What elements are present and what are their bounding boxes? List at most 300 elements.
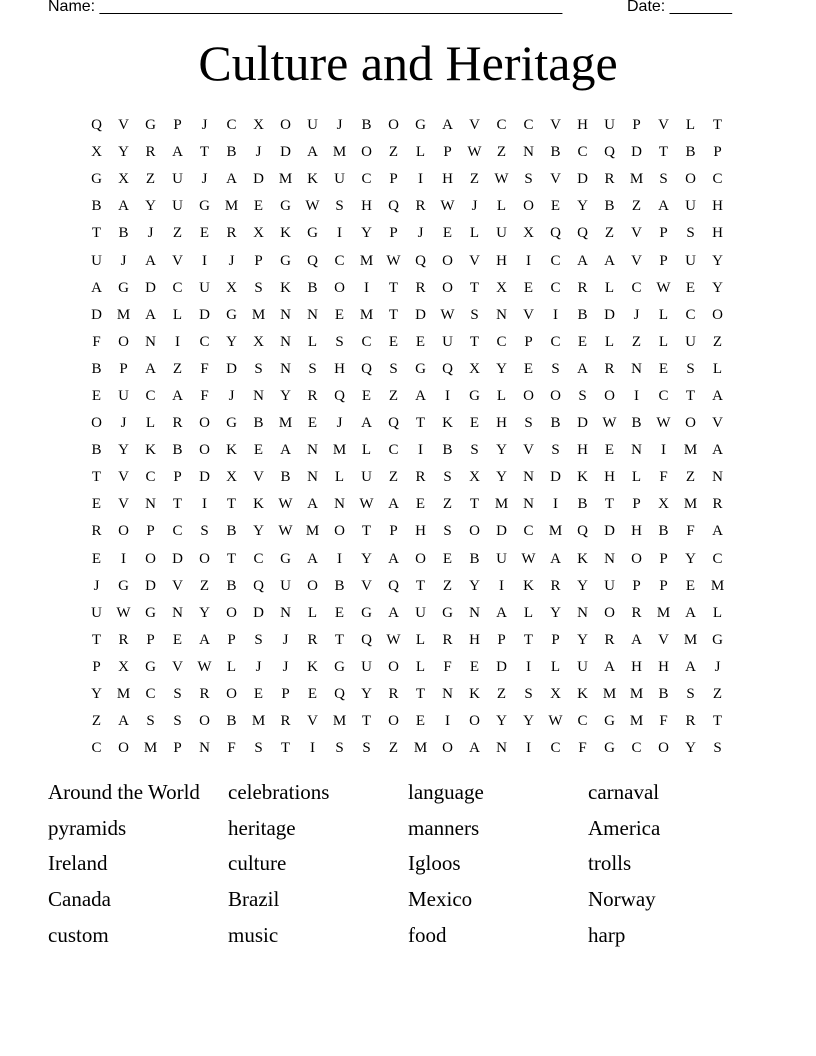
grid-letter: T	[604, 496, 615, 513]
grid-letter: C	[496, 333, 507, 350]
grid-letter: B	[577, 496, 588, 513]
grid-letter: N	[712, 469, 723, 486]
grid-letter: M	[278, 415, 293, 432]
grid-letter: G	[307, 225, 318, 242]
grid-letter: X	[91, 144, 102, 161]
grid-letter: W	[548, 713, 563, 730]
grid-letter: W	[359, 496, 374, 513]
grid-letter: I	[526, 252, 531, 269]
grid-letter: A	[91, 279, 102, 296]
grid-letter: M	[494, 496, 509, 513]
grid-letter: Z	[712, 333, 723, 350]
grid-letter: G	[361, 604, 372, 621]
grid-letter: R	[550, 577, 561, 594]
grid-letter: M	[548, 523, 563, 540]
grid-letter: R	[226, 225, 237, 242]
grid-letter: I	[634, 387, 639, 404]
grid-letter: M	[143, 740, 158, 757]
grid-letter: U	[334, 171, 345, 188]
grid-letter: N	[307, 306, 318, 323]
grid-letter: E	[91, 550, 102, 567]
grid-letter: N	[577, 604, 588, 621]
grid-letter: U	[307, 117, 318, 134]
grid-letter: J	[417, 225, 424, 242]
grid-letter: V	[118, 496, 129, 513]
grid-letter: O	[442, 740, 453, 757]
grid-letter: P	[659, 577, 668, 594]
grid-letter: C	[550, 740, 561, 757]
grid-letter: A	[415, 387, 426, 404]
grid-letter: I	[364, 279, 369, 296]
grid-letter: T	[469, 496, 480, 513]
grid-letter: N	[307, 442, 318, 459]
grid-letter: T	[523, 631, 534, 648]
grid-letter: C	[658, 387, 669, 404]
grid-letter: B	[442, 442, 453, 459]
grid-letter: M	[629, 686, 644, 703]
grid-letter: N	[253, 387, 264, 404]
grid-letter: U	[118, 387, 129, 404]
grid-letter: S	[173, 686, 182, 703]
grid-letter: Y	[577, 577, 588, 594]
grid-letter: D	[631, 144, 642, 161]
grid-letter: X	[496, 279, 507, 296]
grid-letter: C	[550, 333, 561, 350]
grid-letter: E	[523, 360, 534, 377]
grid-letter: K	[145, 442, 156, 459]
grid-letter: X	[118, 171, 129, 188]
grid-letter: E	[361, 387, 372, 404]
grid-letter: A	[307, 550, 318, 567]
grid-letter: M	[683, 442, 698, 459]
grid-letter: Y	[496, 713, 507, 730]
grid-letter: H	[334, 360, 345, 377]
grid-letter: R	[604, 360, 615, 377]
grid-letter: B	[334, 577, 345, 594]
grid-letter: E	[334, 604, 345, 621]
grid-letter: T	[361, 523, 372, 540]
grid-letter: E	[253, 198, 264, 215]
grid-letter: W	[278, 523, 293, 540]
grid-letter: Z	[631, 333, 642, 350]
grid-letter: U	[496, 225, 507, 242]
grid-letter: O	[226, 686, 237, 703]
grid-letter: V	[631, 225, 642, 242]
grid-letter: J	[147, 225, 154, 242]
grid-letter: A	[199, 631, 210, 648]
grid-letter: G	[226, 415, 237, 432]
grid-letter: C	[523, 117, 534, 134]
grid-letter: Z	[496, 144, 507, 161]
grid-letter: U	[361, 469, 372, 486]
grid-letter: W	[440, 306, 455, 323]
grid-letter: O	[523, 387, 534, 404]
grid-letter: C	[226, 117, 237, 134]
grid-letter: S	[524, 171, 533, 188]
grid-letter: L	[712, 604, 723, 621]
grid-letter: J	[228, 252, 235, 269]
grid-letter: P	[497, 631, 506, 648]
grid-letter: H	[631, 523, 642, 540]
grid-letter: Z	[685, 469, 696, 486]
grid-letter: S	[686, 360, 695, 377]
grid-letter: M	[683, 631, 698, 648]
grid-letter: Z	[172, 225, 183, 242]
grid-letter: W	[494, 171, 509, 188]
grid-letter: T	[172, 496, 183, 513]
grid-letter: Q	[577, 523, 588, 540]
grid-letter: B	[226, 144, 237, 161]
grid-letter: W	[656, 279, 671, 296]
grid-letter: C	[577, 713, 588, 730]
grid-letter: B	[91, 198, 102, 215]
grid-letter: R	[604, 631, 615, 648]
grid-letter: N	[334, 496, 345, 513]
grid-letter: I	[418, 171, 423, 188]
grid-letter: P	[227, 631, 236, 648]
grid-letter: H	[604, 469, 615, 486]
grid-letter: J	[471, 198, 478, 215]
grid-letter: C	[334, 252, 345, 269]
grid-letter: C	[145, 686, 156, 703]
grid-letter: E	[307, 415, 318, 432]
grid-letter: A	[307, 144, 318, 161]
grid-letter: K	[280, 225, 291, 242]
grid-letter: C	[496, 117, 507, 134]
grid-letter: M	[710, 577, 725, 594]
grid-letter: Y	[361, 550, 372, 567]
grid-letter: F	[578, 740, 587, 757]
grid-letter: C	[172, 523, 183, 540]
grid-letter: I	[499, 577, 504, 594]
grid-letter: X	[253, 333, 264, 350]
grid-letter: C	[172, 279, 183, 296]
grid-letter: C	[577, 144, 588, 161]
grid-letter: U	[91, 604, 102, 621]
grid-letter: A	[172, 144, 183, 161]
grid-letter: S	[335, 198, 344, 215]
grid-letter: U	[577, 658, 588, 675]
grid-letter: H	[631, 658, 642, 675]
grid-letter: S	[443, 523, 452, 540]
grid-letter: N	[523, 144, 534, 161]
grid-letter: E	[415, 333, 426, 350]
grid-letter: U	[604, 577, 615, 594]
grid-letter: K	[523, 577, 534, 594]
grid-letter: E	[685, 279, 696, 296]
grid-letter: X	[658, 496, 669, 513]
grid-letter: C	[199, 333, 210, 350]
grid-letter: R	[442, 631, 453, 648]
grid-letter: V	[172, 252, 183, 269]
word-bank-item: language	[408, 780, 484, 805]
grid-letter: E	[604, 442, 615, 459]
grid-letter: Y	[523, 713, 534, 730]
grid-letter: Z	[631, 198, 642, 215]
grid-letter: W	[116, 604, 131, 621]
grid-letter: P	[119, 360, 128, 377]
grid-letter: X	[523, 225, 534, 242]
grid-letter: E	[172, 631, 183, 648]
grid-letter: R	[199, 686, 210, 703]
grid-letter: U	[415, 604, 426, 621]
grid-letter: D	[550, 469, 561, 486]
grid-letter: F	[200, 387, 209, 404]
grid-letter: N	[604, 550, 615, 567]
grid-letter: E	[307, 686, 318, 703]
grid-letter: N	[631, 360, 642, 377]
grid-letter: O	[199, 713, 210, 730]
grid-letter: E	[388, 333, 399, 350]
grid-letter: B	[91, 442, 102, 459]
grid-letter: T	[91, 631, 102, 648]
grid-letter: N	[307, 469, 318, 486]
grid-letter: Y	[496, 442, 507, 459]
grid-letter: O	[469, 713, 480, 730]
grid-letter: E	[253, 442, 264, 459]
word-bank-item: Ireland	[48, 851, 108, 876]
grid-letter: E	[442, 550, 453, 567]
grid-letter: A	[469, 740, 480, 757]
word-bank-item: America	[588, 815, 661, 840]
header-line	[0, 0, 816, 20]
grid-letter: E	[91, 496, 102, 513]
grid-letter: I	[175, 333, 180, 350]
grid-letter: Y	[685, 740, 696, 757]
grid-letter: P	[281, 686, 290, 703]
grid-letter: W	[197, 658, 212, 675]
grid-letter: O	[442, 279, 453, 296]
grid-letter: W	[440, 198, 455, 215]
word-bank	[48, 775, 768, 953]
grid-letter: S	[254, 631, 263, 648]
grid-letter: A	[388, 604, 399, 621]
grid-letter: N	[145, 496, 156, 513]
grid-letter: S	[200, 523, 209, 540]
grid-letter: W	[656, 415, 671, 432]
grid-letter: D	[226, 360, 237, 377]
grid-letter: N	[280, 306, 291, 323]
grid-letter: N	[172, 604, 183, 621]
grid-letter: W	[386, 631, 401, 648]
grid-letter: M	[278, 171, 293, 188]
grid-letter: E	[469, 658, 480, 675]
grid-letter: M	[332, 713, 347, 730]
grid-letter: P	[92, 658, 101, 675]
grid-letter: H	[496, 415, 507, 432]
grid-letter: H	[415, 523, 426, 540]
grid-letter: I	[526, 658, 531, 675]
grid-letter: T	[469, 279, 480, 296]
grid-letter: Z	[172, 360, 183, 377]
grid-letter: O	[523, 198, 534, 215]
grid-letter: P	[443, 144, 452, 161]
grid-letter: J	[120, 415, 127, 432]
grid-letter: G	[199, 198, 210, 215]
grid-letter: W	[386, 252, 401, 269]
grid-letter: T	[388, 306, 399, 323]
grid-letter: P	[659, 252, 668, 269]
grid-letter: O	[361, 144, 372, 161]
grid-letter: C	[550, 279, 561, 296]
grid-letter: F	[443, 658, 452, 675]
grid-letter: T	[685, 387, 696, 404]
grid-letter: Y	[118, 144, 129, 161]
grid-letter: E	[334, 306, 345, 323]
grid-letter: B	[280, 469, 291, 486]
grid-letter: J	[93, 577, 100, 594]
grid-letter: T	[361, 713, 372, 730]
grid-letter: Q	[307, 252, 318, 269]
grid-letter: Y	[226, 333, 237, 350]
grid-letter: Q	[388, 577, 399, 594]
grid-letter: E	[658, 360, 669, 377]
grid-letter: H	[658, 658, 669, 675]
word-bank-item: celebrations	[228, 780, 330, 805]
grid-letter: P	[389, 225, 398, 242]
grid-letter: D	[577, 171, 588, 188]
grid-letter: D	[199, 306, 210, 323]
grid-letter: K	[577, 686, 588, 703]
grid-letter: C	[712, 171, 723, 188]
grid-letter: U	[685, 252, 696, 269]
grid-letter: O	[685, 171, 696, 188]
grid-letter: G	[145, 658, 156, 675]
grid-letter: V	[172, 577, 183, 594]
grid-letter: S	[551, 442, 560, 459]
grid-letter: Y	[577, 198, 588, 215]
grid-letter: G	[604, 713, 615, 730]
word-bank-item: trolls	[588, 851, 632, 876]
grid-letter: W	[305, 198, 320, 215]
grid-letter: R	[415, 469, 426, 486]
grid-letter: S	[578, 387, 587, 404]
grid-letter: L	[685, 117, 696, 134]
grid-letter: E	[253, 686, 264, 703]
grid-letter: L	[604, 279, 615, 296]
grid-letter: O	[118, 523, 129, 540]
grid-letter: N	[496, 740, 507, 757]
grid-letter: S	[308, 360, 317, 377]
grid-letter: O	[550, 387, 561, 404]
grid-letter: N	[145, 333, 156, 350]
grid-letter: B	[253, 415, 264, 432]
grid-letter: J	[255, 144, 262, 161]
grid-letter: Y	[253, 523, 264, 540]
grid-letter: A	[307, 496, 318, 513]
grid-letter: I	[553, 306, 558, 323]
grid-letter: M	[224, 198, 239, 215]
grid-letter: C	[550, 252, 561, 269]
grid-letter: N	[442, 686, 453, 703]
grid-letter: R	[280, 713, 291, 730]
grid-letter: I	[310, 740, 315, 757]
grid-letter: C	[388, 442, 399, 459]
grid-letter: G	[145, 604, 156, 621]
grid-letter: R	[415, 198, 426, 215]
grid-letter: F	[92, 333, 101, 350]
grid-letter: L	[550, 658, 561, 675]
grid-letter: V	[523, 306, 534, 323]
grid-letter: I	[445, 387, 450, 404]
grid-letter: O	[631, 550, 642, 567]
grid-letter: E	[523, 279, 534, 296]
grid-letter: A	[685, 658, 696, 675]
grid-letter: N	[280, 604, 291, 621]
grid-letter: A	[145, 360, 156, 377]
grid-letter: Q	[388, 198, 399, 215]
grid-letter: D	[172, 550, 183, 567]
grid-letter: B	[91, 360, 102, 377]
grid-letter: P	[173, 469, 182, 486]
grid-letter: T	[388, 279, 399, 296]
grid-letter: J	[336, 117, 343, 134]
grid-letter: E	[550, 198, 561, 215]
grid-letter: M	[683, 496, 698, 513]
grid-letter: S	[713, 740, 722, 757]
grid-letter: A	[577, 360, 588, 377]
grid-letter: P	[632, 117, 641, 134]
grid-letter: H	[442, 171, 453, 188]
grid-letter: L	[415, 631, 426, 648]
grid-letter: A	[604, 658, 615, 675]
grid-letter: Z	[469, 171, 480, 188]
grid-letter: N	[280, 333, 291, 350]
grid-letter: W	[602, 415, 617, 432]
grid-letter: L	[523, 604, 534, 621]
word-search-grid	[83, 112, 731, 762]
grid-letter: P	[146, 631, 155, 648]
grid-letter: L	[145, 415, 156, 432]
grid-letter: A	[604, 252, 615, 269]
grid-letter: S	[254, 279, 263, 296]
grid-letter: E	[415, 496, 426, 513]
grid-letter: B	[226, 577, 237, 594]
grid-letter: S	[254, 360, 263, 377]
grid-letter: Z	[496, 686, 507, 703]
grid-letter: N	[523, 496, 534, 513]
grid-letter: V	[550, 171, 561, 188]
grid-letter: D	[604, 523, 615, 540]
grid-letter: O	[388, 713, 399, 730]
grid-letter: A	[388, 496, 399, 513]
grid-letter: J	[282, 631, 289, 648]
grid-letter: V	[658, 117, 669, 134]
grid-letter: O	[658, 740, 669, 757]
grid-letter: P	[659, 225, 668, 242]
grid-letter: G	[280, 198, 291, 215]
grid-letter: A	[496, 604, 507, 621]
grid-letter: M	[359, 306, 374, 323]
grid-letter: Z	[388, 144, 399, 161]
grid-letter: M	[359, 252, 374, 269]
grid-letter: Y	[712, 252, 723, 269]
grid-letter: U	[361, 658, 372, 675]
grid-letter: T	[199, 144, 210, 161]
date-field-label: Date: _______	[627, 0, 732, 15]
grid-letter: H	[361, 198, 372, 215]
grid-letter: S	[551, 360, 560, 377]
word-bank-item: custom	[48, 922, 109, 947]
grid-letter: G	[226, 306, 237, 323]
grid-letter: U	[604, 117, 615, 134]
grid-letter: L	[712, 360, 723, 377]
grid-letter: R	[307, 631, 318, 648]
grid-letter: F	[227, 740, 236, 757]
grid-letter: T	[91, 469, 102, 486]
grid-letter: X	[469, 360, 480, 377]
grid-letter: T	[469, 333, 480, 350]
